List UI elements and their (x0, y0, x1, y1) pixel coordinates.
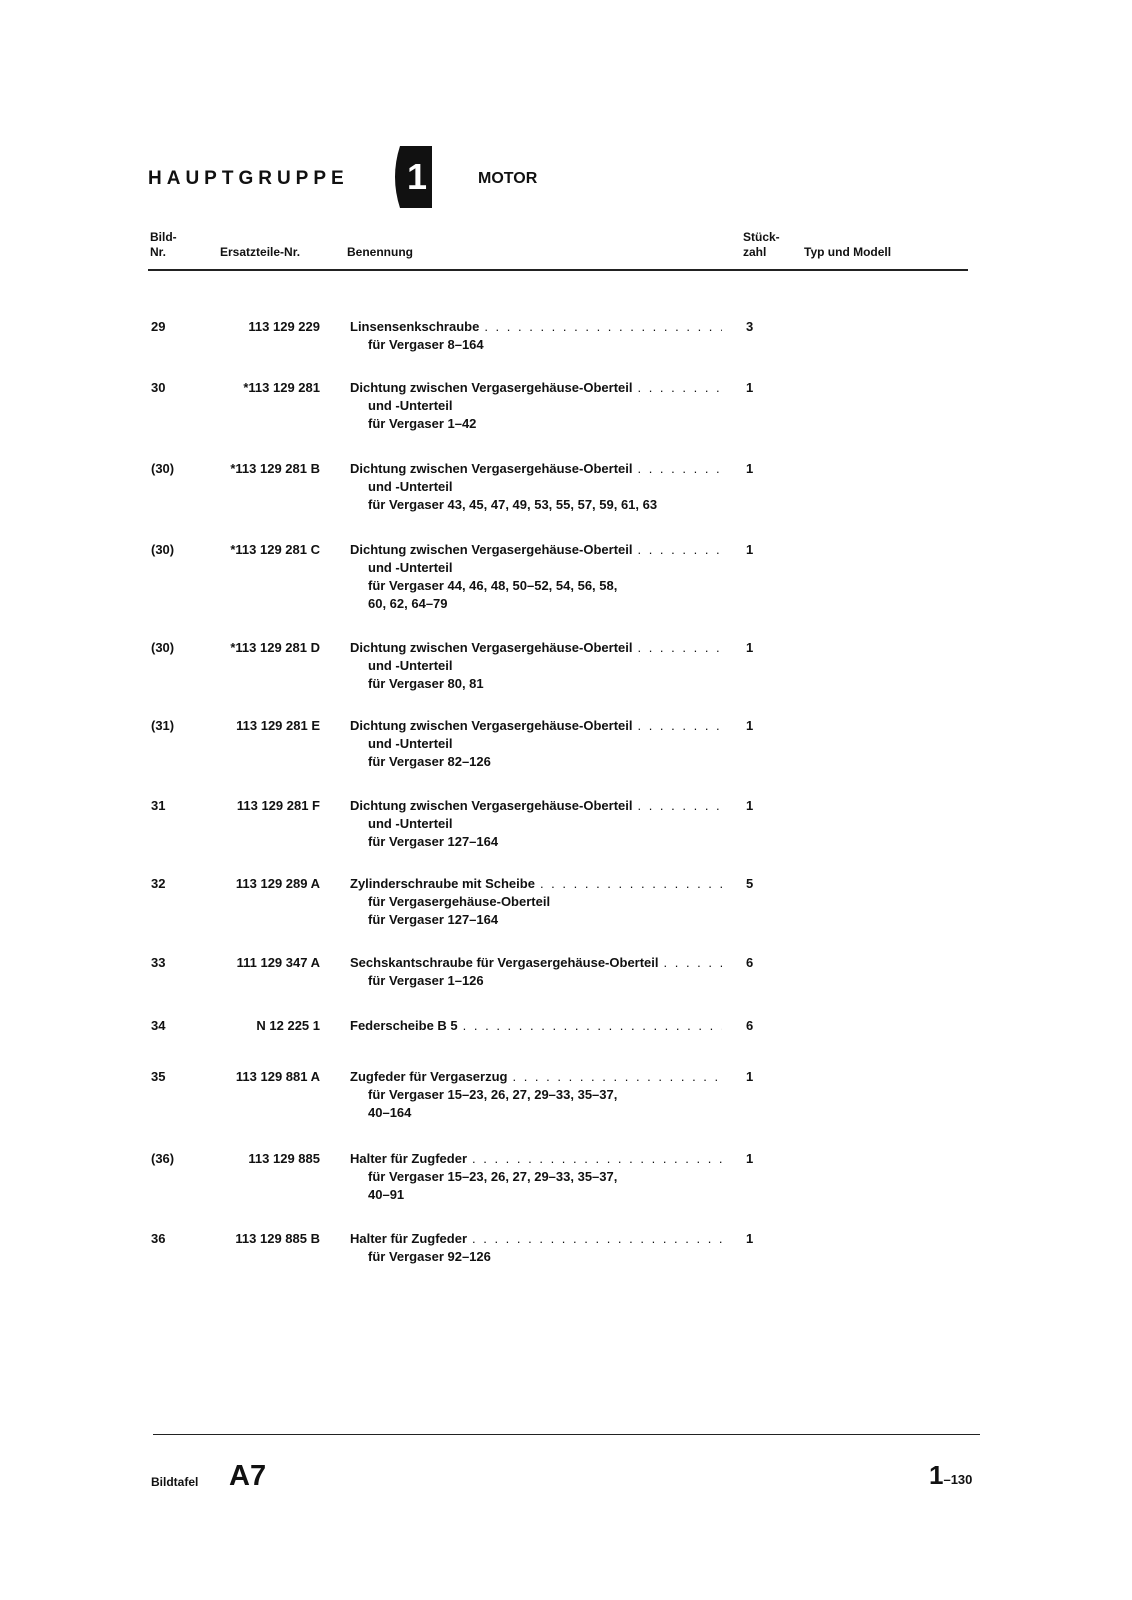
row-bild-nr: (30) (151, 542, 175, 557)
row-detail: für Vergaser 1–126 (368, 973, 484, 988)
row-description (350, 875, 722, 929)
row-name: Halter für Zugfeder (350, 1231, 468, 1246)
row-part-number: 113 129 885 (248, 1151, 320, 1166)
leader-dots (637, 797, 722, 815)
row-name: Sechskantschraube für Vergasergehäuse-Oberteil (350, 955, 659, 970)
row-part-number: *113 129 281 (243, 380, 320, 395)
row-detail: für Vergaser 1–42 (368, 416, 477, 431)
row-description (350, 318, 722, 354)
row-bild-nr: 35 (151, 1069, 166, 1084)
col-model: Typ und Modell (804, 245, 892, 259)
row-quantity: 1 (746, 640, 754, 655)
row-name: Federscheibe B 5 (350, 1018, 458, 1033)
row-quantity: 6 (746, 1018, 754, 1033)
group-number: 1 (406, 156, 428, 197)
row-description (350, 460, 722, 514)
row-bild-nr: 32 (151, 876, 166, 891)
row-bild-nr: 29 (151, 319, 166, 334)
row-detail: für Vergaser 127–164 (368, 912, 499, 927)
page-number: 1–130 (929, 1460, 973, 1490)
row-name: Zylinderschraube mit Scheibe (350, 876, 535, 891)
row-bild-nr: (30) (151, 640, 175, 655)
row-detail: 40–91 (368, 1187, 405, 1202)
row-detail: 40–164 (368, 1105, 412, 1120)
row-bild-nr: (30) (151, 461, 175, 476)
row-part-number: 113 129 281 E (236, 718, 320, 733)
row-bild-nr: 36 (151, 1231, 166, 1246)
leader-dots (472, 1230, 722, 1248)
leader-dots (637, 460, 722, 478)
main-group-title: HAUPTGRUPPE (148, 168, 349, 189)
row-detail: für Vergasergehäuse-Oberteil (368, 894, 551, 909)
row-bild-nr: 34 (151, 1018, 166, 1033)
leader-dots (472, 1150, 722, 1168)
row-detail: für Vergaser 8–164 (368, 337, 484, 352)
row-quantity: 1 (746, 380, 754, 395)
col-qty: Stück- zahl (743, 230, 780, 259)
row-name: Zugfeder für Vergaserzug (350, 1069, 508, 1084)
row-bild-nr: 31 (151, 798, 166, 813)
row-description (350, 639, 722, 693)
row-name: Dichtung zwischen Vergasergehäuse-Oberteil (350, 718, 633, 733)
leader-dots (664, 954, 722, 972)
row-detail: und -Unterteil (368, 560, 453, 575)
row-description (350, 797, 722, 851)
row-description (350, 954, 722, 990)
row-description (350, 1068, 722, 1122)
row-detail: für Vergaser 15–23, 26, 27, 29–33, 35–37, (368, 1169, 618, 1184)
row-name: Halter für Zugfeder (350, 1151, 468, 1166)
row-quantity: 3 (746, 319, 754, 334)
row-quantity: 1 (746, 461, 754, 476)
plate-label: Bildtafel (151, 1475, 199, 1489)
row-part-number: 113 129 885 B (235, 1231, 320, 1246)
row-name: Dichtung zwischen Vergasergehäuse-Oberteil (350, 542, 633, 557)
row-name: Dichtung zwischen Vergasergehäuse-Oberteil (350, 461, 633, 476)
row-bild-nr: 30 (151, 380, 166, 395)
row-description (350, 1017, 722, 1035)
leader-dots (463, 1017, 722, 1035)
row-part-number: 113 129 229 (248, 319, 320, 334)
leader-dots (540, 875, 722, 893)
row-description (350, 541, 722, 613)
row-detail: für Vergaser 80, 81 (368, 676, 484, 691)
leader-dots (637, 639, 722, 657)
row-name: Dichtung zwischen Vergasergehäuse-Oberteil (350, 640, 633, 655)
leader-dots (637, 717, 722, 735)
row-detail: und -Unterteil (368, 398, 453, 413)
row-description (350, 717, 722, 771)
leader-dots (484, 318, 722, 336)
row-detail: für Vergaser 127–164 (368, 834, 499, 849)
row-quantity: 1 (746, 1069, 754, 1084)
row-part-number: 113 129 881 A (235, 1069, 320, 1084)
row-detail: für Vergaser 92–126 (368, 1249, 491, 1264)
row-part-number: 113 129 281 F (236, 798, 320, 813)
row-detail: für Vergaser 44, 46, 48, 50–52, 54, 56, 58, (368, 578, 618, 593)
footer-rule (153, 1434, 980, 1435)
plate-number: A7 (229, 1460, 267, 1492)
row-quantity: 5 (746, 876, 754, 891)
row-bild-nr: (31) (151, 718, 175, 733)
row-quantity: 1 (746, 798, 754, 813)
row-name: Linsensenkschraube (350, 319, 480, 334)
col-name: Benennung (347, 245, 413, 259)
col-part-no: Ersatzteile-Nr. (220, 245, 301, 259)
header-rule (148, 269, 968, 271)
row-part-number: *113 129 281 B (230, 461, 320, 476)
leader-dots (512, 1068, 722, 1086)
row-name: Dichtung zwischen Vergasergehäuse-Oberteil (350, 380, 633, 395)
row-part-number: 113 129 289 A (235, 876, 320, 891)
row-bild-nr: 33 (151, 955, 166, 970)
row-quantity: 1 (746, 1151, 754, 1166)
row-detail: für Vergaser 15–23, 26, 27, 29–33, 35–37, (368, 1087, 618, 1102)
row-detail: für Vergaser 43, 45, 47, 49, 53, 55, 57, 59, 61, 63 (368, 497, 658, 512)
row-part-number: N 12 225 1 (256, 1018, 320, 1033)
row-detail: und -Unterteil (368, 736, 453, 751)
row-part-number: 111 129 347 A (236, 955, 320, 970)
row-quantity: 1 (746, 542, 754, 557)
row-quantity: 6 (746, 955, 754, 970)
row-part-number: *113 129 281 D (230, 640, 320, 655)
col-bild-nr: Bild- Nr. (150, 230, 177, 259)
row-detail: und -Unterteil (368, 479, 453, 494)
row-detail: für Vergaser 82–126 (368, 754, 491, 769)
row-detail: und -Unterteil (368, 658, 453, 673)
row-detail: und -Unterteil (368, 816, 453, 831)
row-name: Dichtung zwischen Vergasergehäuse-Oberteil (350, 798, 633, 813)
leader-dots (637, 379, 722, 397)
row-description (350, 1150, 722, 1204)
row-bild-nr: (36) (151, 1151, 175, 1166)
group-number-badge (392, 142, 440, 212)
row-part-number: *113 129 281 C (230, 542, 320, 557)
leader-dots (637, 541, 722, 559)
row-description (350, 1230, 722, 1266)
row-quantity: 1 (746, 718, 754, 733)
row-detail: 60, 62, 64–79 (368, 596, 448, 611)
row-description (350, 379, 722, 433)
row-quantity: 1 (746, 1231, 754, 1246)
group-name: MOTOR (478, 170, 538, 187)
